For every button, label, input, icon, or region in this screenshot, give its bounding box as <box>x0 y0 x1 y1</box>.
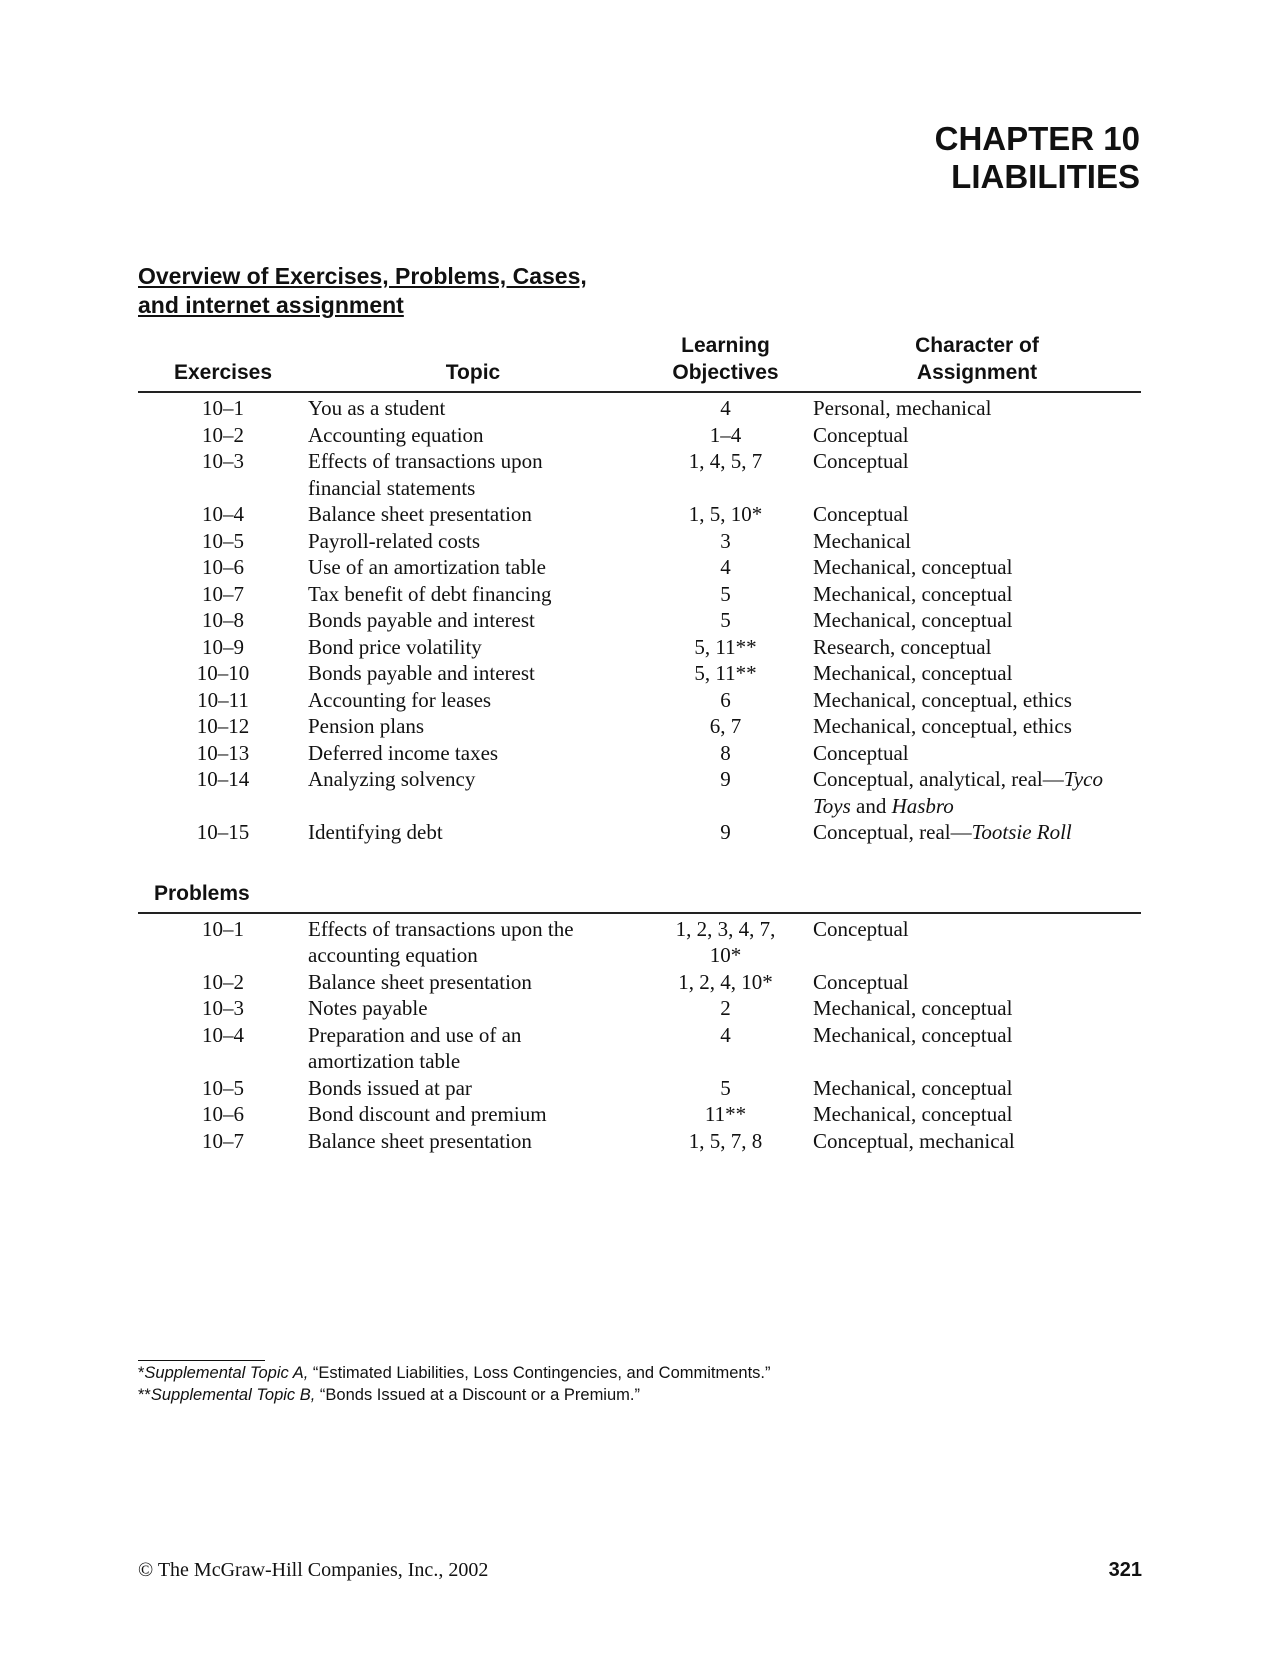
table-row <box>138 766 1141 819</box>
table-row <box>138 740 1141 767</box>
character-text: Conceptual, analytical, real— <box>813 767 1064 791</box>
topic-line: financial statements <box>308 475 476 500</box>
character-line <box>813 607 1141 634</box>
topic-cell <box>308 1022 638 1075</box>
character-text: Conceptual <box>813 449 909 473</box>
copyright: © The McGraw-Hill Companies, Inc., 2002 <box>138 1559 489 1581</box>
footnote-topic: Supplemental Topic B, <box>150 1386 316 1404</box>
lo-line: 5, 11** <box>694 661 757 685</box>
topic-cell <box>308 766 638 793</box>
character-line <box>813 793 1141 820</box>
lo-line: 2 <box>720 996 731 1020</box>
character-line <box>813 1075 1141 1102</box>
header-exercises: Exercises <box>173 361 273 384</box>
company-name: Tootsie Roll <box>971 820 1072 844</box>
header-char-line2: Assignment <box>916 361 1038 384</box>
header-learning-objectives <box>638 332 813 386</box>
learning-objectives-cell <box>638 422 813 449</box>
header-character <box>813 332 1141 386</box>
character-cell <box>813 395 1141 422</box>
lo-line: 1, 2, 3, 4, 7, <box>675 916 776 941</box>
topic-line: Pension plans <box>308 714 425 738</box>
company-name: Toys <box>813 793 851 818</box>
topic-cell <box>308 969 638 996</box>
learning-objectives-cell <box>638 634 813 661</box>
character-cell <box>813 660 1141 687</box>
topic-cell <box>308 1128 638 1155</box>
lo-line: 3 <box>720 528 731 553</box>
table-header <box>138 332 1141 393</box>
footnote <box>138 1384 771 1406</box>
exercise-id: 10–14 <box>196 767 250 791</box>
lo-line: 10* <box>709 943 742 967</box>
table-row <box>138 607 1141 634</box>
topic-cell <box>308 995 638 1022</box>
overview-title <box>138 262 587 320</box>
character-line <box>813 766 1141 793</box>
character-text: Mechanical, conceptual <box>813 608 1013 632</box>
character-text: Conceptual <box>813 502 909 526</box>
lo-line: 4 <box>720 1022 731 1047</box>
topic-cell <box>308 687 638 714</box>
topic-cell <box>308 607 638 634</box>
exercise-id: 10–4 <box>202 1022 244 1047</box>
exercise-id: 10–1 <box>202 396 244 420</box>
lo-line: 1, 5, 10* <box>688 502 763 526</box>
character-text: Personal, mechanical <box>813 396 992 420</box>
table-row <box>138 634 1141 661</box>
character-line <box>813 634 1141 661</box>
character-text: and <box>850 793 892 818</box>
character-cell <box>813 819 1141 846</box>
exercise-id: 10–8 <box>202 608 244 632</box>
lo-line: 5 <box>720 608 731 632</box>
lo-line: 8 <box>720 740 731 765</box>
chapter-title: LIABILITIES <box>951 158 1140 195</box>
topic-line: Balance sheet presentation <box>308 969 532 994</box>
learning-objectives-cell <box>638 448 813 475</box>
character-text: Conceptual <box>813 969 909 994</box>
topic-cell <box>308 916 638 969</box>
lo-line: 9 <box>720 820 731 844</box>
table-row <box>138 916 1141 969</box>
exercise-id: 10–2 <box>202 969 244 994</box>
table-row <box>138 501 1141 528</box>
lo-line: 6 <box>720 687 731 712</box>
topic-cell <box>308 1075 638 1102</box>
character-line <box>813 660 1141 687</box>
lo-line: 4 <box>720 396 731 420</box>
topic-cell <box>308 528 638 555</box>
topic-cell <box>308 713 638 740</box>
character-cell <box>813 581 1141 608</box>
company-name: Tyco <box>1063 767 1103 791</box>
character-cell <box>813 634 1141 661</box>
lo-line: 1, 2, 4, 10* <box>678 969 773 994</box>
topic-line: Payroll-related costs <box>308 528 481 553</box>
character-text: Mechanical, conceptual, ethics <box>813 714 1072 738</box>
topic-line: Deferred income taxes <box>308 740 499 765</box>
exercise-rows <box>138 393 1141 846</box>
footnote-marker: ** <box>138 1386 151 1404</box>
footnote-text: “Estimated Liabilities, Loss Contingencies, and Commitments.” <box>308 1364 771 1382</box>
character-cell <box>813 687 1141 714</box>
character-cell <box>813 740 1141 767</box>
topic-line: Analyzing solvency <box>308 767 476 791</box>
table-row <box>138 1022 1141 1075</box>
topic-line: Bond discount and premium <box>308 1102 547 1126</box>
character-line <box>813 554 1141 581</box>
footnote-divider <box>138 1360 265 1361</box>
character-line <box>813 687 1141 714</box>
character-line <box>813 995 1141 1022</box>
topic-cell <box>308 422 638 449</box>
topic-cell <box>308 740 638 767</box>
learning-objectives-cell <box>638 1128 813 1155</box>
overview-title-line2: and internet assignment <box>138 292 404 318</box>
header-lo-line1: Learning <box>681 334 770 357</box>
topic-line: Preparation and use of an <box>308 1022 522 1047</box>
exercise-id: 10–5 <box>202 1075 244 1100</box>
header-char-line1: Character of <box>915 334 1039 357</box>
table-row <box>138 995 1141 1022</box>
character-cell <box>813 1101 1141 1128</box>
character-line <box>813 422 1141 449</box>
footnote-text: “Bonds Issued at a Discount or a Premium.” <box>315 1386 640 1404</box>
chapter-heading <box>935 120 1140 196</box>
company-name: Hasbro <box>891 793 954 818</box>
learning-objectives-cell <box>638 766 813 793</box>
table-row <box>138 422 1141 449</box>
topic-line: Accounting for leases <box>308 687 492 712</box>
topic-line: Bonds payable and interest <box>308 608 535 632</box>
character-line <box>813 1101 1141 1128</box>
lo-line: 11** <box>704 1102 747 1126</box>
topic-line: Use of an amortization table <box>308 555 546 579</box>
table-row <box>138 581 1141 608</box>
character-cell <box>813 916 1141 943</box>
table-row <box>138 969 1141 996</box>
topic-cell <box>308 819 638 846</box>
character-line <box>813 501 1141 528</box>
topic-cell <box>308 1101 638 1128</box>
learning-objectives-cell <box>638 995 813 1022</box>
topic-cell <box>308 581 638 608</box>
learning-objectives-cell <box>638 713 813 740</box>
topic-cell <box>308 554 638 581</box>
topic-line: Effects of transactions upon <box>308 449 543 473</box>
learning-objectives-cell <box>638 501 813 528</box>
exercise-id: 10–7 <box>202 1128 244 1153</box>
exercise-id: 10–15 <box>196 820 250 844</box>
character-text: Mechanical, conceptual <box>813 581 1013 606</box>
character-text: Mechanical, conceptual, ethics <box>813 687 1072 712</box>
lo-line: 1, 5, 7, 8 <box>688 1128 763 1153</box>
character-text: Mechanical, conceptual <box>813 1075 1013 1100</box>
character-line <box>813 448 1141 475</box>
character-text: Conceptual <box>813 740 909 765</box>
exercise-id: 10–6 <box>202 555 244 579</box>
character-text: Research, conceptual <box>813 634 992 659</box>
topic-line: accounting equation <box>308 943 478 967</box>
footnotes <box>138 1362 771 1406</box>
character-line <box>813 969 1141 996</box>
character-cell <box>813 1075 1141 1102</box>
topic-line: Identifying debt <box>308 820 443 844</box>
topic-line: Tax benefit of debt financing <box>308 581 552 606</box>
exercise-id: 10–5 <box>202 528 244 553</box>
exercise-id: 10–2 <box>202 422 244 447</box>
lo-line: 9 <box>720 767 731 791</box>
character-text: Mechanical, conceptual <box>813 1102 1013 1126</box>
footnote <box>138 1362 771 1384</box>
learning-objectives-cell <box>638 554 813 581</box>
table-row <box>138 687 1141 714</box>
exercise-id: 10–12 <box>196 714 250 738</box>
character-text: Mechanical, conceptual <box>813 555 1013 579</box>
character-line <box>813 528 1141 555</box>
footnote-marker: * <box>138 1364 145 1382</box>
learning-objectives-cell <box>638 1075 813 1102</box>
exercise-id: 10–3 <box>202 996 244 1020</box>
exercise-id: 10–6 <box>202 1102 244 1126</box>
topic-line: Bonds payable and interest <box>308 661 535 685</box>
character-text: Conceptual <box>813 422 909 447</box>
character-cell <box>813 1022 1141 1049</box>
exercise-id: 10–10 <box>196 661 250 685</box>
character-text: Conceptual, mechanical <box>813 1128 1015 1153</box>
topic-cell <box>308 395 638 422</box>
table-row <box>138 1128 1141 1155</box>
page-number: 321 <box>1108 1559 1142 1581</box>
lo-line: 1, 4, 5, 7 <box>688 449 763 473</box>
character-text: Conceptual <box>813 916 909 941</box>
topic-cell <box>308 634 638 661</box>
character-text: Mechanical, conceptual <box>813 996 1013 1020</box>
chapter-number: CHAPTER 10 <box>934 120 1140 157</box>
lo-line: 1–4 <box>709 422 742 447</box>
topic-line: Balance sheet presentation <box>308 502 532 526</box>
learning-objectives-cell <box>638 687 813 714</box>
lo-line: 5 <box>720 581 731 606</box>
table-row <box>138 819 1141 846</box>
lo-line: 4 <box>720 555 731 579</box>
learning-objectives-cell <box>638 607 813 634</box>
character-line <box>813 1128 1141 1155</box>
exercise-id: 10–13 <box>196 740 250 765</box>
topic-line: Notes payable <box>308 996 428 1020</box>
exercise-id: 10–11 <box>197 687 249 712</box>
character-cell <box>813 501 1141 528</box>
exercise-id: 10–1 <box>202 916 244 941</box>
learning-objectives-cell <box>638 1101 813 1128</box>
character-text: Mechanical, conceptual <box>813 661 1013 685</box>
character-cell <box>813 1128 1141 1155</box>
character-cell <box>813 607 1141 634</box>
lo-line: 6, 7 <box>709 714 742 738</box>
character-cell <box>813 995 1141 1022</box>
character-text: Conceptual, real— <box>813 820 972 844</box>
learning-objectives-cell <box>638 528 813 555</box>
learning-objectives-cell <box>638 660 813 687</box>
learning-objectives-cell <box>638 969 813 996</box>
character-text: Mechanical, conceptual <box>813 1022 1013 1047</box>
topic-line: Balance sheet presentation <box>308 1128 532 1153</box>
overview-title-line1: Overview of Exercises, Problems, Cases, <box>138 263 587 289</box>
topic-line: You as a student <box>308 396 446 420</box>
learning-objectives-cell <box>638 581 813 608</box>
table-row <box>138 528 1141 555</box>
topic-cell <box>308 501 638 528</box>
exercise-id: 10–4 <box>202 502 244 526</box>
table-row <box>138 660 1141 687</box>
header-lo-line2: Objectives <box>672 361 779 384</box>
learning-objectives-cell <box>638 819 813 846</box>
character-line <box>813 740 1141 767</box>
topic-line: Accounting equation <box>308 422 484 447</box>
table-row <box>138 1101 1141 1128</box>
topic-cell <box>308 448 638 501</box>
learning-objectives-cell <box>638 1022 813 1049</box>
problem-rows <box>138 914 1141 1155</box>
table-row <box>138 554 1141 581</box>
character-cell <box>813 713 1141 740</box>
character-line <box>813 395 1141 422</box>
topic-line: Bond price volatility <box>308 634 482 659</box>
table-row <box>138 713 1141 740</box>
learning-objectives-cell <box>638 740 813 767</box>
table-row <box>138 448 1141 501</box>
character-line <box>813 1022 1141 1049</box>
character-cell <box>813 528 1141 555</box>
exercise-id: 10–9 <box>202 634 244 659</box>
character-cell <box>813 766 1141 819</box>
learning-objectives-cell <box>638 395 813 422</box>
character-text: Mechanical <box>813 528 911 553</box>
header-topic: Topic <box>445 361 501 384</box>
exercise-id: 10–3 <box>202 449 244 473</box>
topic-line: amortization table <box>308 1049 461 1073</box>
topic-cell <box>308 660 638 687</box>
footnote-topic: Supplemental Topic A, <box>144 1364 309 1382</box>
character-line <box>813 916 1141 943</box>
topic-line: Effects of transactions upon the <box>308 916 574 941</box>
character-cell <box>813 448 1141 475</box>
topic-line: Bonds issued at par <box>308 1075 472 1100</box>
lo-line: 5 <box>720 1075 731 1100</box>
character-cell <box>813 969 1141 996</box>
character-cell <box>813 422 1141 449</box>
exercise-id: 10–7 <box>202 581 244 606</box>
character-line <box>813 581 1141 608</box>
character-line <box>813 713 1141 740</box>
table-row <box>138 1075 1141 1102</box>
learning-objectives-cell <box>638 916 813 969</box>
lo-line: 5, 11** <box>694 634 757 659</box>
character-line <box>813 819 1141 846</box>
table-row <box>138 395 1141 422</box>
problems-heading: Problems <box>138 880 1141 914</box>
assignments-table <box>138 332 1141 1154</box>
character-cell <box>813 554 1141 581</box>
